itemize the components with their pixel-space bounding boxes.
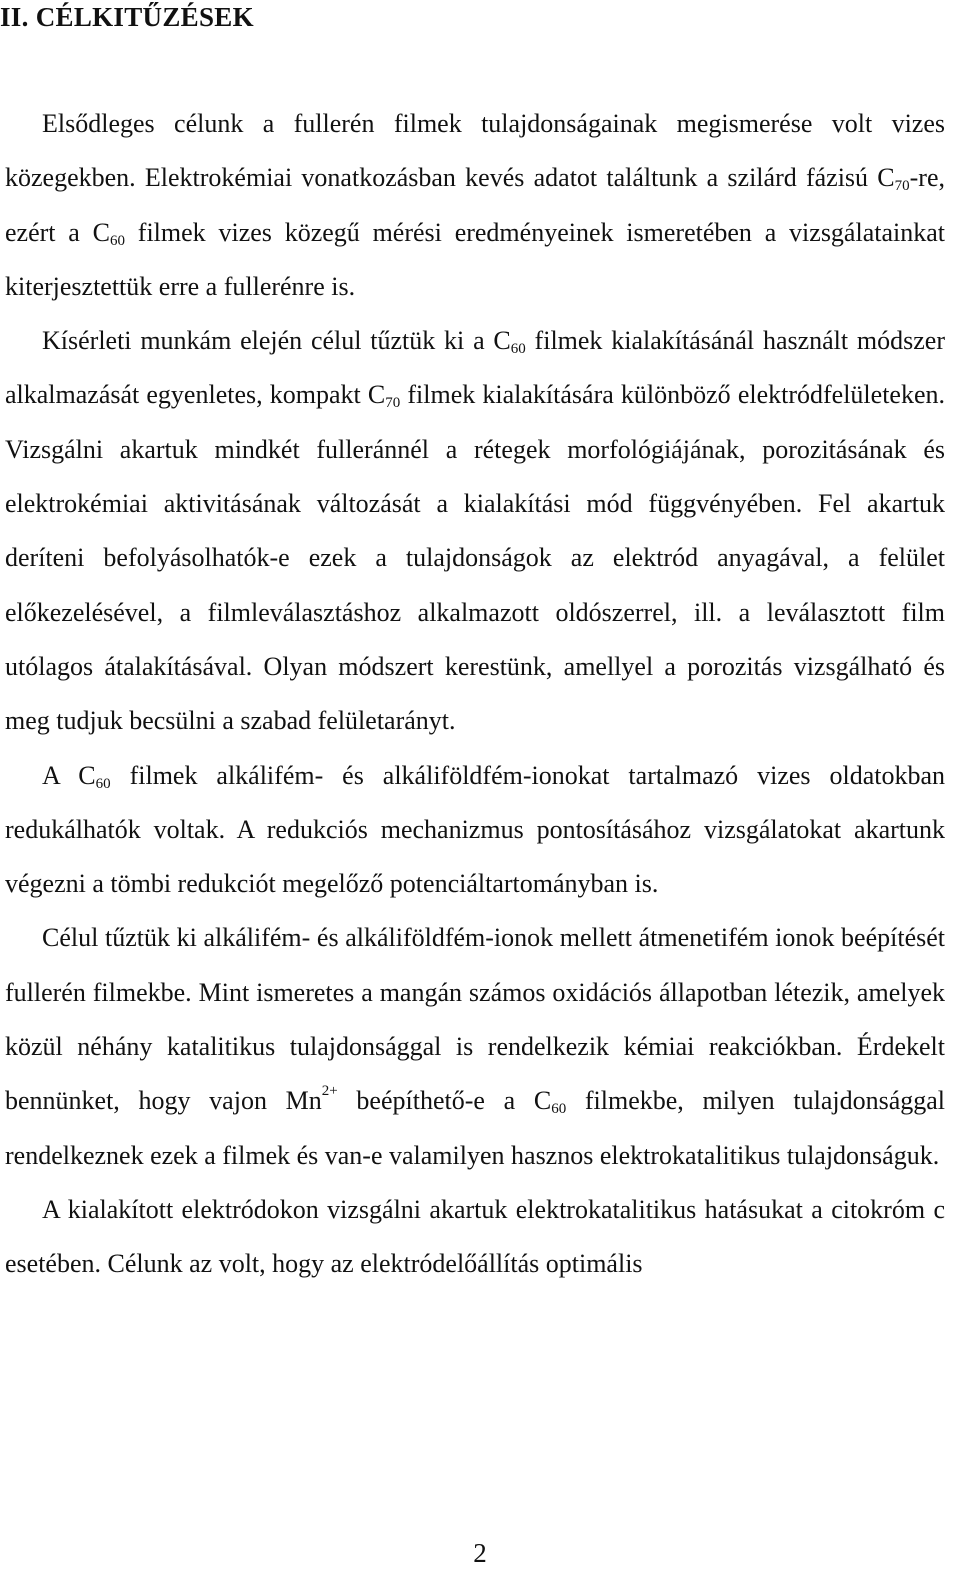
paragraph-text: Elsődleges célunk a fullerén filmek tulajdonságainak megismerése volt vizes közegekben. Elektrokémiai vonatkozásban kevés adatot találtunk a szilárd fázisú C — [5, 109, 945, 193]
paragraph-text: filmek kialakításánál használt módszer alkalmazását egyenletes, kompakt C — [5, 326, 946, 410]
paragraph-text: Kísérleti munkám elején célul tűztük ki a C — [42, 326, 511, 356]
paragraph-text: filmek kialakítására különböző elektródfelületeken. Vizsgálni akartuk mindkét fulleránnél a rétegek morfológiájának, porozitásának és elektrokémiai aktivitásának változását a kialakítási mód függvényében. Fel akartuk deríteni befolyásolhatók-e ezek a tulajdonságok az elektród anyagával, a felület előkezelésével, a filmleválasztáshoz alkalmazott oldószerrel, ill. a leválasztott film utólagos átalakításával. Olyan módszert kerestünk, amellyel a porozitás vizsgálható és meg tudjuk becsülni a szabad felületarányt. — [5, 380, 946, 736]
section-heading: II. CÉLKITŰZÉSEK — [0, 2, 254, 32]
document-body — [5, 97, 945, 1292]
paragraph-text: A kialakított elektródokon vizsgálni akartuk elektrokatalitikus hatásukat a citokróm c esetében. Célunk az volt, hogy az elektródelőállítás optimális — [5, 1194, 945, 1279]
paragraph-text: -re, ezért a C — [5, 163, 945, 247]
paragraph-text: filmekbe, milyen tulajdonsággal rendelkeznek ezek a filmek és van-e valamilyen hasznos elektrokatalitikus tulajdonságuk. — [5, 1086, 946, 1170]
subscript: 60 — [95, 775, 111, 792]
subscript: 70 — [894, 178, 910, 195]
subscript: 60 — [551, 1101, 567, 1118]
subscript: 60 — [110, 232, 125, 249]
paragraph-experiments — [5, 314, 945, 748]
paragraph-goals — [5, 97, 945, 314]
superscript: 2+ — [321, 1083, 338, 1100]
paragraph-text: filmek alkálifém- és alkáliföldfém-ionokat tartalmazó vizes oldatokban redukálhatók voltak. A redukciós mechanizmus pontosításához vizsgálatokat akartunk végezni a tömbi redukciót megelőző potenciáltartományban is. — [5, 760, 945, 899]
subscript: 60 — [510, 341, 526, 358]
subscript: 70 — [385, 395, 401, 412]
page-number: 2 — [473, 1538, 487, 1568]
paragraph-text: A C — [42, 760, 96, 790]
paragraph-transition-metals — [5, 911, 945, 1182]
paragraph-reduction — [5, 749, 945, 912]
paragraph-text: filmek vizes közegű mérési eredményeinek ismeretében a vizsgálatainkat kiterjesztettük erre a fullerénre is. — [5, 217, 945, 301]
paragraph-text: beépíthető-e a C — [337, 1086, 552, 1116]
paragraph-cytochrome — [5, 1183, 945, 1292]
paragraph-text: Célul tűztük ki alkálifém- és alkáliföldfém-ionok mellett átmenetifém ionok beépítését fullerén filmekbe. Mint ismeretes a mangán számos oxidációs állapotban létezik, amelyek közül néhány katalitikus tulajdonsággal is rendelkezik kémiai reakciókban. Érdekelt bennünket, hogy vajon Mn — [5, 923, 945, 1116]
